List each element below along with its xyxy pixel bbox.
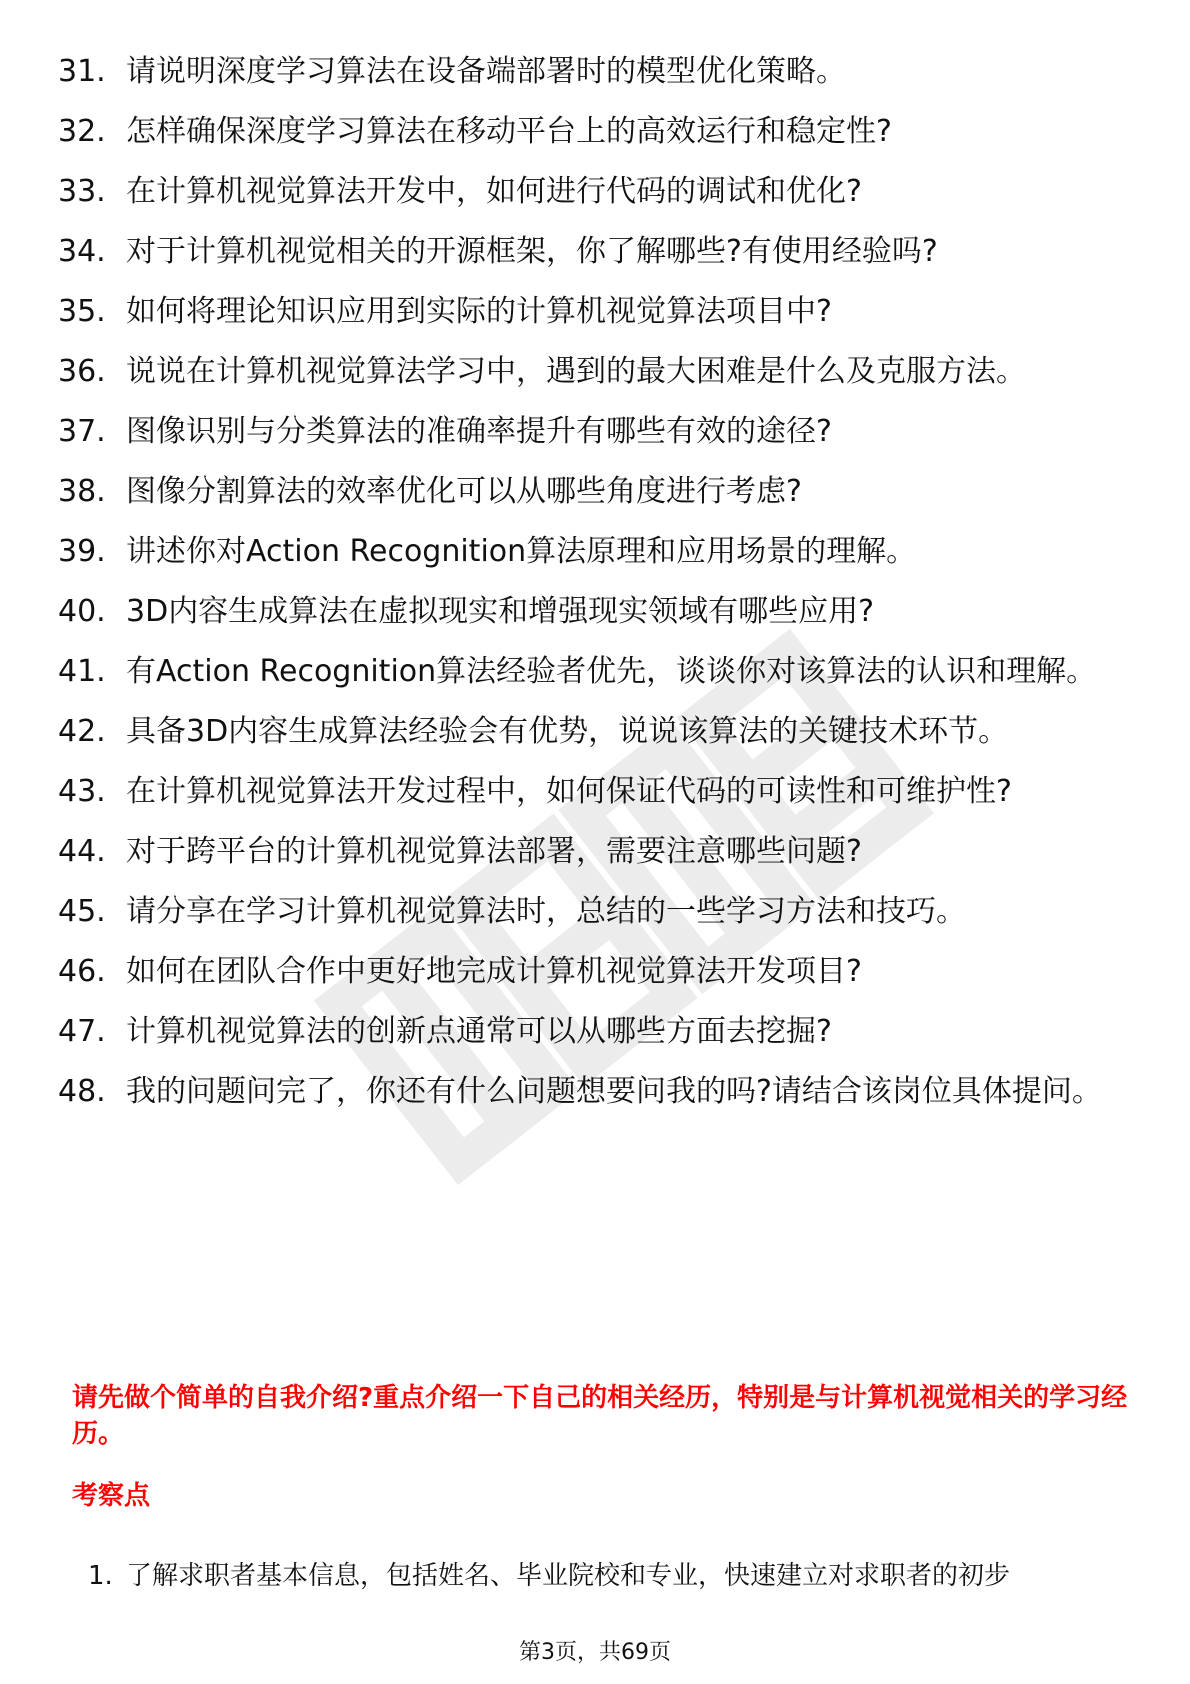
question-number: 38. <box>58 474 106 509</box>
question-text: 如何将理论知识应用到实际的计算机视觉算法项目中? <box>126 294 832 329</box>
question-item <box>58 232 1130 272</box>
question-item <box>58 592 1130 632</box>
question-text: 请说明深度学习算法在设备端部署时的模型优化策略。 <box>126 54 846 89</box>
question-item <box>58 172 1130 212</box>
question-list <box>58 52 1130 1132</box>
page-footer: 第3页，共69页 <box>519 1640 671 1665</box>
question-number: 35. <box>58 294 106 329</box>
question-text: 计算机视觉算法的创新点通常可以从哪些方面去挖掘? <box>126 1014 832 1049</box>
question-item <box>58 712 1130 752</box>
question-number: 43. <box>58 774 106 809</box>
highlight-question: 请先做个简单的自我介绍?重点介绍一下自己的相关经历，特别是与计算机视觉相关的学习经历。 <box>72 1383 1128 1449</box>
question-item <box>58 352 1130 392</box>
question-text: 图像分割算法的效率优化可以从哪些角度进行考虑? <box>126 474 802 509</box>
question-item <box>58 652 1130 692</box>
question-item <box>58 772 1130 812</box>
question-text: 在计算机视觉算法开发中，如何进行代码的调试和优化? <box>126 174 862 209</box>
question-text: 3D内容生成算法在虚拟现实和增强现实领域有哪些应用? <box>126 594 875 629</box>
question-item <box>58 1012 1130 1052</box>
question-item <box>58 832 1130 872</box>
question-item <box>58 472 1130 512</box>
question-number: 31. <box>58 54 106 89</box>
question-number: 36. <box>58 354 106 389</box>
point-item <box>88 1558 1128 1594</box>
point-text: 了解求职者基本信息，包括姓名、毕业院校和专业，快速建立对求职者的初步 <box>126 1561 1011 1591</box>
question-text: 讲述你对Action Recognition算法原理和应用场景的理解。 <box>126 534 917 569</box>
question-item <box>58 892 1130 932</box>
question-item <box>58 532 1130 572</box>
point-list <box>88 1558 1128 1594</box>
question-item <box>58 52 1130 92</box>
question-text: 对于计算机视觉相关的开源框架，你了解哪些?有使用经验吗? <box>126 234 938 269</box>
question-item <box>58 1072 1130 1112</box>
question-number: 37. <box>58 414 106 449</box>
question-number: 39. <box>58 534 106 569</box>
question-item <box>58 112 1130 152</box>
section-heading: 考察点 <box>72 1481 151 1511</box>
question-number: 48. <box>58 1074 106 1109</box>
question-number: 34. <box>58 234 106 269</box>
question-text: 图像识别与分类算法的准确率提升有哪些有效的途径? <box>126 414 832 449</box>
question-number: 33. <box>58 174 106 209</box>
question-text: 具备3D内容生成算法经验会有优势，说说该算法的关键技术环节。 <box>126 714 1009 749</box>
question-text: 对于跨平台的计算机视觉算法部署，需要注意哪些问题? <box>126 834 862 869</box>
question-number: 44. <box>58 834 106 869</box>
question-item <box>58 952 1130 992</box>
question-number: 47. <box>58 1014 106 1049</box>
question-number: 45. <box>58 894 106 929</box>
question-number: 46. <box>58 954 106 989</box>
question-item <box>58 292 1130 332</box>
question-number: 32. <box>58 114 106 149</box>
question-text: 怎样确保深度学习算法在移动平台上的高效运行和稳定性? <box>126 114 892 149</box>
question-number: 42. <box>58 714 106 749</box>
question-text: 在计算机视觉算法开发过程中，如何保证代码的可读性和可维护性? <box>126 774 1012 809</box>
question-text: 如何在团队合作中更好地完成计算机视觉算法开发项目? <box>126 954 862 989</box>
question-number: 40. <box>58 594 106 629</box>
question-text: 说说在计算机视觉算法学习中，遇到的最大困难是什么及克服方法。 <box>126 354 1026 389</box>
question-text: 请分享在学习计算机视觉算法时，总结的一些学习方法和技巧。 <box>126 894 966 929</box>
question-number: 41. <box>58 654 106 689</box>
question-text: 有Action Recognition算法经验者优先，谈谈你对该算法的认识和理解。 <box>126 654 1097 689</box>
question-item <box>58 412 1130 452</box>
point-number: 1. <box>88 1561 113 1591</box>
question-text: 我的问题问完了，你还有什么问题想要问我的吗?请结合该岗位具体提问。 <box>126 1074 1102 1109</box>
